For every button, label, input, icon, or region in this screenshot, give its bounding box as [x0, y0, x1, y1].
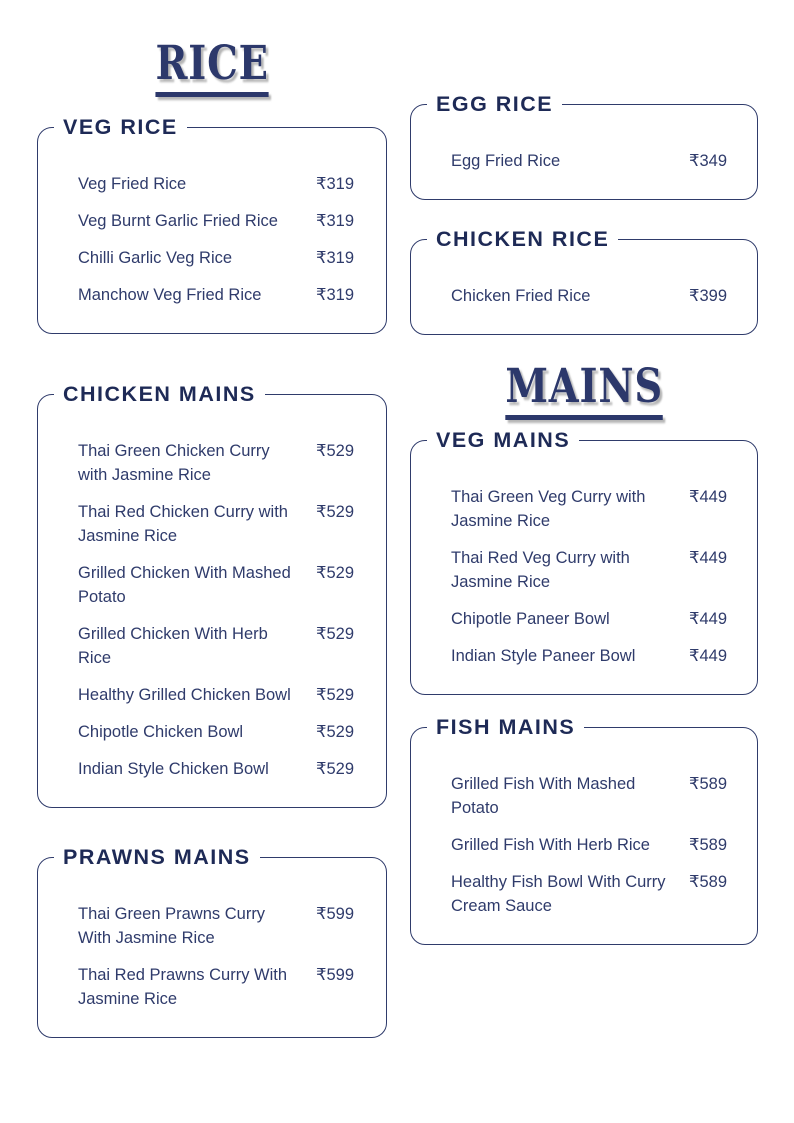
- menu-item-price: ₹449: [689, 488, 728, 506]
- menu-item-name: Thai Red Prawns Curry With Jasmine Rice: [78, 966, 288, 1008]
- menu-item: [78, 720, 366, 744]
- menu-item: [451, 772, 737, 820]
- menu-item: [78, 439, 366, 487]
- menu-item-price: ₹599: [316, 966, 355, 984]
- mains-section-title-text: MAINS: [505, 363, 663, 420]
- menu-item: [451, 284, 737, 308]
- menu-item: [451, 833, 737, 857]
- menu-item-price: ₹449: [689, 647, 728, 665]
- menu-item-name: Indian Style Chicken Bowl: [78, 760, 269, 778]
- veg-rice-box: [37, 115, 387, 334]
- menu-item-price: ₹319: [316, 212, 355, 230]
- menu-item: [78, 683, 366, 707]
- menu-item-name: Healthy Grilled Chicken Bowl: [78, 686, 291, 704]
- menu-item: [78, 963, 366, 1011]
- menu-item-price: ₹529: [316, 442, 355, 460]
- prawns-mains-box: [37, 845, 387, 1038]
- menu-item: [451, 546, 737, 594]
- chicken-rice-box: [410, 227, 758, 335]
- menu-item-name: Grilled Chicken With Mashed Potato: [78, 564, 291, 606]
- prawns-mains-box-title: PRAWNS MAINS: [54, 843, 260, 871]
- menu-item-name: Thai Red Veg Curry with Jasmine Rice: [451, 549, 630, 591]
- fish-mains-box-title: FISH MAINS: [427, 713, 584, 741]
- menu-item-name: Chipotle Chicken Bowl: [78, 723, 244, 741]
- left-column: [37, 0, 387, 1038]
- mains-section-title: [410, 359, 758, 420]
- menu-item-price: ₹319: [316, 286, 355, 304]
- menu-item-name: Thai Green Chicken Curry with Jasmine Rice: [78, 442, 270, 484]
- menu-item: [78, 246, 366, 270]
- menu-item: [78, 209, 366, 233]
- menu-item-name: Healthy Fish Bowl With Curry Cream Sauce: [451, 873, 666, 915]
- menu-item-name: Chicken Fried Rice: [451, 287, 591, 305]
- menu-item-price: ₹529: [316, 723, 355, 741]
- rice-section-title-text: RICE: [155, 40, 268, 97]
- menu-item: [451, 149, 737, 173]
- menu-item-price: ₹449: [689, 549, 728, 567]
- menu-item-price: ₹349: [689, 152, 728, 170]
- menu-item-price: ₹599: [316, 905, 355, 923]
- menu-item-price: ₹589: [689, 775, 728, 793]
- menu-item: [451, 485, 737, 533]
- menu-item-price: ₹399: [689, 287, 728, 305]
- right-column: [410, 0, 758, 945]
- menu-item: [78, 500, 366, 548]
- menu-item: [78, 283, 366, 307]
- menu-item-name: Thai Green Prawns Curry With Jasmine Rice: [78, 905, 266, 947]
- menu-item-price: ₹319: [316, 175, 355, 193]
- menu-item-price: ₹319: [316, 249, 355, 267]
- chicken-rice-box-title: CHICKEN RICE: [427, 225, 618, 253]
- menu-item-price: ₹529: [316, 686, 355, 704]
- menu-item-name: Indian Style Paneer Bowl: [451, 647, 636, 665]
- menu-item: [451, 607, 737, 631]
- veg-rice-box-title: VEG RICE: [54, 113, 187, 141]
- veg-mains-box: [410, 428, 758, 695]
- rice-section-title: [37, 36, 387, 97]
- menu-item-name: Thai Red Chicken Curry with Jasmine Rice: [78, 503, 288, 545]
- menu-item: [78, 902, 366, 950]
- menu-item-price: ₹529: [316, 760, 355, 778]
- menu-item-price: ₹589: [689, 873, 728, 891]
- menu-item-name: Grilled Fish With Herb Rice: [451, 836, 650, 854]
- menu-item-price: ₹529: [316, 625, 355, 643]
- menu-item: [78, 622, 366, 670]
- chicken-mains-box-title: CHICKEN MAINS: [54, 380, 265, 408]
- menu-item-price: ₹529: [316, 564, 355, 582]
- menu-item-name: Chipotle Paneer Bowl: [451, 610, 610, 628]
- menu-item-name: Veg Burnt Garlic Fried Rice: [78, 212, 278, 230]
- egg-rice-box-title: EGG RICE: [427, 90, 562, 118]
- menu-item: [78, 561, 366, 609]
- menu-item-price: ₹589: [689, 836, 728, 854]
- menu-item-name: Thai Green Veg Curry with Jasmine Rice: [451, 488, 646, 530]
- menu-item-price: ₹449: [689, 610, 728, 628]
- fish-mains-box: [410, 715, 758, 945]
- menu-item-name: Manchow Veg Fried Rice: [78, 286, 262, 304]
- veg-mains-box-title: VEG MAINS: [427, 426, 579, 454]
- menu-item-name: Chilli Garlic Veg Rice: [78, 249, 233, 267]
- menu-item: [451, 644, 737, 668]
- chicken-mains-box: [37, 382, 387, 808]
- egg-rice-box: [410, 92, 758, 200]
- menu-item-price: ₹529: [316, 503, 355, 521]
- menu-item: [78, 757, 366, 781]
- menu-item-name: Grilled Fish With Mashed Potato: [451, 775, 636, 817]
- menu-item-name: Grilled Chicken With Herb Rice: [78, 625, 268, 667]
- menu-item: [78, 172, 366, 196]
- menu-item: [451, 870, 737, 918]
- menu-item-name: Egg Fried Rice: [451, 152, 561, 170]
- menu-item-name: Veg Fried Rice: [78, 175, 187, 193]
